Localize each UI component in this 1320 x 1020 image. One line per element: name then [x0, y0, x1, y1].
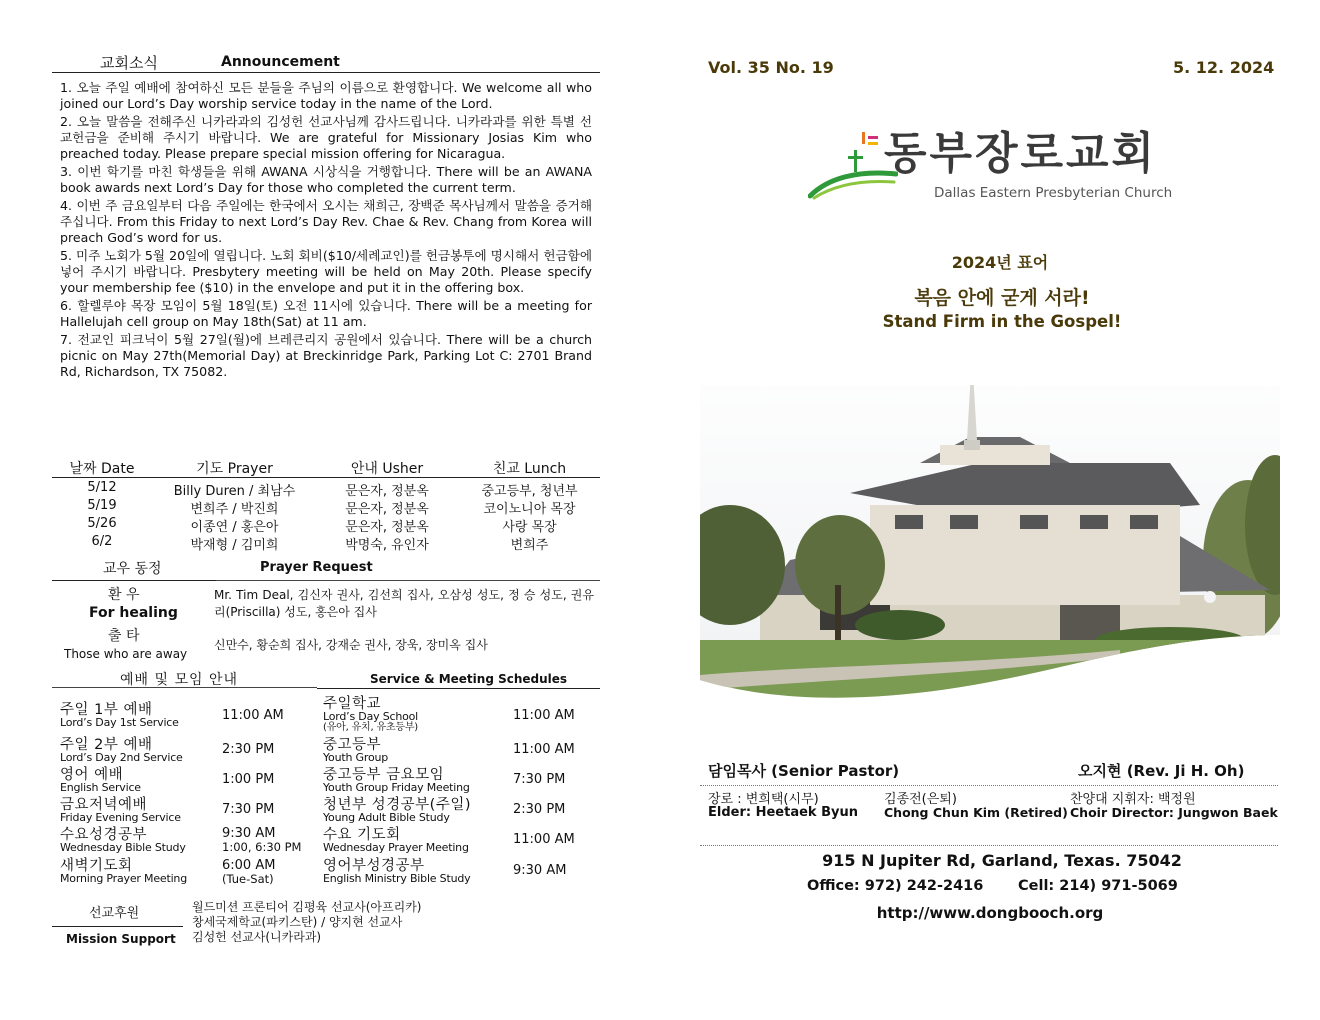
schedule-item: [60, 768, 141, 793]
schedule-item: [60, 859, 187, 884]
cell-lunch: 변희주: [510, 538, 549, 553]
schedule-item: [60, 738, 183, 763]
schedule-name-en: Morning Prayer Meeting: [60, 872, 187, 885]
schedule-name-en: Lord’s Day 1st Service: [60, 716, 179, 729]
away-names: 신만수, 황순희 집사, 강재순 권사, 장욱, 장미옥 집사: [214, 638, 488, 652]
schedule-name-en: Lord’s Day 2nd Service: [60, 751, 183, 764]
schedule-item: [323, 828, 469, 853]
divider: [52, 687, 317, 688]
mission-list: [192, 900, 421, 945]
divider: [216, 580, 600, 581]
cell-prayer: 이종연 / 홍은아: [190, 520, 279, 535]
divider: [52, 580, 216, 581]
schedule-name-en: English Service: [60, 781, 141, 794]
schedule-name-en: Wednesday Bible Study: [60, 841, 186, 854]
choir-director-en: Choir Director: Jungwon Baek: [1070, 805, 1278, 820]
healing-label-ko: 환 우: [108, 587, 140, 603]
schedule-name-en: Youth Group: [323, 751, 389, 764]
schedule-item: [323, 697, 418, 733]
schedule-title-ko: 예배 및 모임 안내: [120, 672, 239, 688]
motto-en: Stand Firm in the Gospel!: [882, 312, 1122, 331]
schedule-time: 7:30 PM: [513, 772, 566, 787]
schedule-name-en: Youth Group Friday Meeting: [323, 781, 470, 794]
schedule-item: [60, 798, 181, 823]
elder-en: Elder: Heetaek Byun: [708, 805, 858, 820]
healing-names: Mr. Tim Deal, 김신자 권사, 김선희 집사, 오삼성 성도, 정 승 성도, 권유리(Priscilla) 성도, 홍은아 집사: [214, 588, 594, 619]
church-logo: [808, 126, 1178, 204]
announcement-list: [60, 80, 592, 380]
schedule-name-ko: 중고등부 금요모임: [323, 767, 445, 783]
schedule-time: 11:00 AM: [513, 742, 575, 757]
cell-date: 5/26: [87, 516, 117, 531]
cell-date: 5/19: [87, 498, 117, 513]
website-link[interactable]: http://www.dongbooch.org: [876, 904, 1104, 922]
duty-table: [52, 456, 600, 556]
schedule-time: 11:00 AM: [222, 708, 284, 723]
divider: [52, 72, 600, 73]
schedule-name-ko: 새벽기도회: [60, 858, 133, 874]
choir-director-ko: 찬양대 지휘자: 백정원: [1070, 792, 1196, 807]
schedule-name-ko: 영어 예배: [60, 767, 124, 783]
church-photo: [700, 345, 1280, 715]
cell-prayer: 변희주 / 박진희: [190, 502, 279, 517]
schedule-time: 9:30 AM: [222, 826, 276, 841]
cell-prayer: 박재형 / 김미희: [190, 538, 279, 553]
schedule-name-en: Young Adult Bible Study: [323, 811, 450, 824]
schedule-time: 1:00, 6:30 PM: [222, 840, 302, 854]
schedule-time: 2:30 PM: [513, 802, 566, 817]
schedule-item: [323, 798, 471, 823]
announcement-item: 7. 전교인 피크닉이 5월 27일(월)에 브레큰리지 공원에서 있습니다. There will be a church picnic on May 27th(Memorial Day) at Breckinridge Park, Parking Lot C: 2701 Brand Rd, Richardson, TX 75082.: [60, 332, 592, 379]
list-item: 창세국제학교(파키스탄) / 양지현 선교사: [192, 915, 403, 929]
church-name-en: Dallas Eastern Presbyterian Church: [934, 185, 1173, 201]
cell-lunch: 사랑 목장: [502, 520, 557, 535]
cell-usher: 문은자, 정분옥: [345, 502, 429, 517]
schedule-name-ko: 수요 기도회: [323, 827, 401, 843]
cell-usher: 문은자, 정분옥: [345, 520, 429, 535]
table-row: [52, 534, 600, 552]
schedule-name-ko: 금요저녁예배: [60, 797, 148, 813]
cell-date: 5/12: [87, 480, 117, 495]
divider: [52, 477, 600, 478]
schedule-name-en: Friday Evening Service: [60, 811, 181, 824]
divider: [52, 926, 183, 927]
schedule-name-ko: 주일학교: [323, 696, 382, 712]
schedule-time: 9:30 AM: [513, 863, 567, 878]
cell-lunch: 코이노니아 목장: [483, 502, 576, 517]
schedule-name-en: (유아, 유치, 유초등부): [323, 722, 418, 733]
schedule-title-en: Service & Meeting Schedules: [370, 672, 568, 686]
elder2-ko: 김종전(은퇴): [884, 792, 957, 807]
schedule-name-en: English Ministry Bible Study: [323, 872, 471, 885]
senior-pastor-label: 담임목사 (Senior Pastor): [708, 762, 900, 780]
divider: [700, 785, 1278, 786]
prayer-title-ko: 교우 동정: [103, 561, 162, 577]
schedule-time: 11:00 AM: [513, 832, 575, 847]
table-row: [52, 480, 600, 498]
issue-date: 5. 12. 2024: [1173, 58, 1275, 77]
schedule-name-ko: 중고등부: [323, 737, 382, 753]
list-item: 김성헌 선교사(니카라과): [192, 930, 322, 944]
table-row: [52, 498, 600, 516]
announcement-title-ko: 교회소식: [100, 54, 158, 72]
cell-prayer: Billy Duren / 최남수: [173, 484, 296, 499]
office-phone: Office: 972) 242-2416: [807, 878, 984, 894]
schedule-name-ko: 주일 1부 예배: [60, 702, 153, 718]
column-header: 친교 Lunch: [492, 461, 567, 477]
cell-lunch: 중고등부, 청년부: [481, 484, 578, 499]
schedule-name-en: Lord’s Day School: [323, 710, 419, 723]
announcement-item: 6. 할렐루야 목장 모임이 5월 18일(토) 오전 11시에 있습니다. There will be a meeting for Hallelujah cell group on May 18th(Sat) at 11 am.: [60, 298, 592, 329]
schedule-name-ko: 주일 2부 예배: [60, 737, 153, 753]
schedule-item: [60, 703, 179, 728]
schedule-time: 6:00 AM: [222, 858, 276, 873]
schedule-time: 2:30 PM: [222, 742, 275, 757]
cell-date: 6/2: [91, 534, 113, 549]
schedule-time: (Tue-Sat): [222, 872, 274, 886]
schedule-item: [323, 768, 470, 793]
schedule-item: [323, 859, 470, 884]
column-header: 기도 Prayer: [196, 461, 273, 477]
volume-number: Vol. 35 No. 19: [708, 58, 834, 77]
schedule-item: [60, 828, 186, 853]
prayer-title-en: Prayer Request: [260, 560, 373, 575]
mission-title-ko: 선교후원: [89, 906, 140, 921]
elder-ko: 장로 : 변희택(시무): [708, 792, 819, 807]
table-header-row: [52, 458, 600, 476]
cell-phone: Cell: 214) 971-5069: [1018, 878, 1178, 894]
cell-usher: 문은자, 정분옥: [345, 484, 429, 499]
elder2-en: Chong Chun Kim (Retired): [884, 805, 1068, 820]
list-item: 월드미션 프론티어 김평육 선교사(아프리카): [192, 900, 422, 914]
schedule-name-ko: 영어부성경공부: [323, 858, 425, 874]
church-name-ko: 동부장로교회: [884, 128, 1158, 179]
away-label-en: Those who are away: [64, 647, 188, 661]
senior-pastor-name: 오지현 (Rev. Ji H. Oh): [1078, 762, 1245, 780]
cell-usher: 박명숙, 유인자: [345, 538, 429, 553]
mission-title-en: Mission Support: [66, 932, 176, 946]
table-row: [52, 516, 600, 534]
announcement-item: 1. 오늘 주일 예배에 참여하신 모든 분들을 주님의 이름으로 환영합니다. We welcome all who joined our Lord’s Day worship service today in the name of the Lord.: [60, 80, 592, 111]
church-address: 915 N Jupiter Rd, Garland, Texas. 75042: [822, 851, 1182, 870]
away-label-ko: 출 타: [108, 628, 140, 644]
announcement-item: 4. 이번 주 금요일부터 다음 주일에는 한국에서 오시는 채희근, 장백준 목사님께서 말씀을 증거해 주십니다. From this Friday to next Lord’s Day Rev. Chae & Rev. Chang from Korea will preach God’s word for us.: [60, 198, 592, 245]
column-header: 날짜 Date: [69, 461, 135, 477]
motto-year: 2024년 표어: [951, 253, 1049, 272]
motto-ko: 복음 안에 굳게 서라!: [914, 287, 1090, 309]
healing-label-en: For healing: [89, 605, 178, 621]
announcement-item: 3. 이번 학기를 마친 학생들을 위해 AWANA 시상식을 거행합니다. There will be an AWANA book awards next Lord’s Day for those who completed the current term.: [60, 164, 592, 195]
column-header: 안내 Usher: [350, 461, 424, 477]
divider: [317, 688, 600, 689]
schedule-time: 11:00 AM: [513, 708, 575, 723]
announcement-item: 2. 오늘 말씀을 전해주신 니카라과의 김성헌 선교사님께 감사드립니다. 니카라과를 위한 특별 선교헌금을 준비해 주시기 바랍니다. We are grateful for Missionary Josias Kim who preached today. Please prepare special mission offering for Nicaragua.: [60, 114, 592, 161]
announcement-item: 5. 미주 노회가 5월 20일에 열립니다. 노회 회비($10/세례교인)를 헌금봉투에 명시해서 헌금함에 넣어 주시기 바랍니다. Presbytery meeting will be held on May 20th. Please specify your membership fee ($10) in the envelope and put it in the offering box.: [60, 248, 592, 295]
schedule-name-en: Wednesday Prayer Meeting: [323, 841, 469, 854]
announcement-title-en: Announcement: [221, 54, 340, 70]
divider: [700, 845, 1278, 846]
schedule-time: 7:30 PM: [222, 802, 275, 817]
schedule-item: [323, 738, 388, 763]
schedule-name-ko: 청년부 성경공부(주일): [323, 797, 471, 813]
schedule-time: 1:00 PM: [222, 772, 275, 787]
schedule-name-ko: 수요성경공부: [60, 827, 148, 843]
